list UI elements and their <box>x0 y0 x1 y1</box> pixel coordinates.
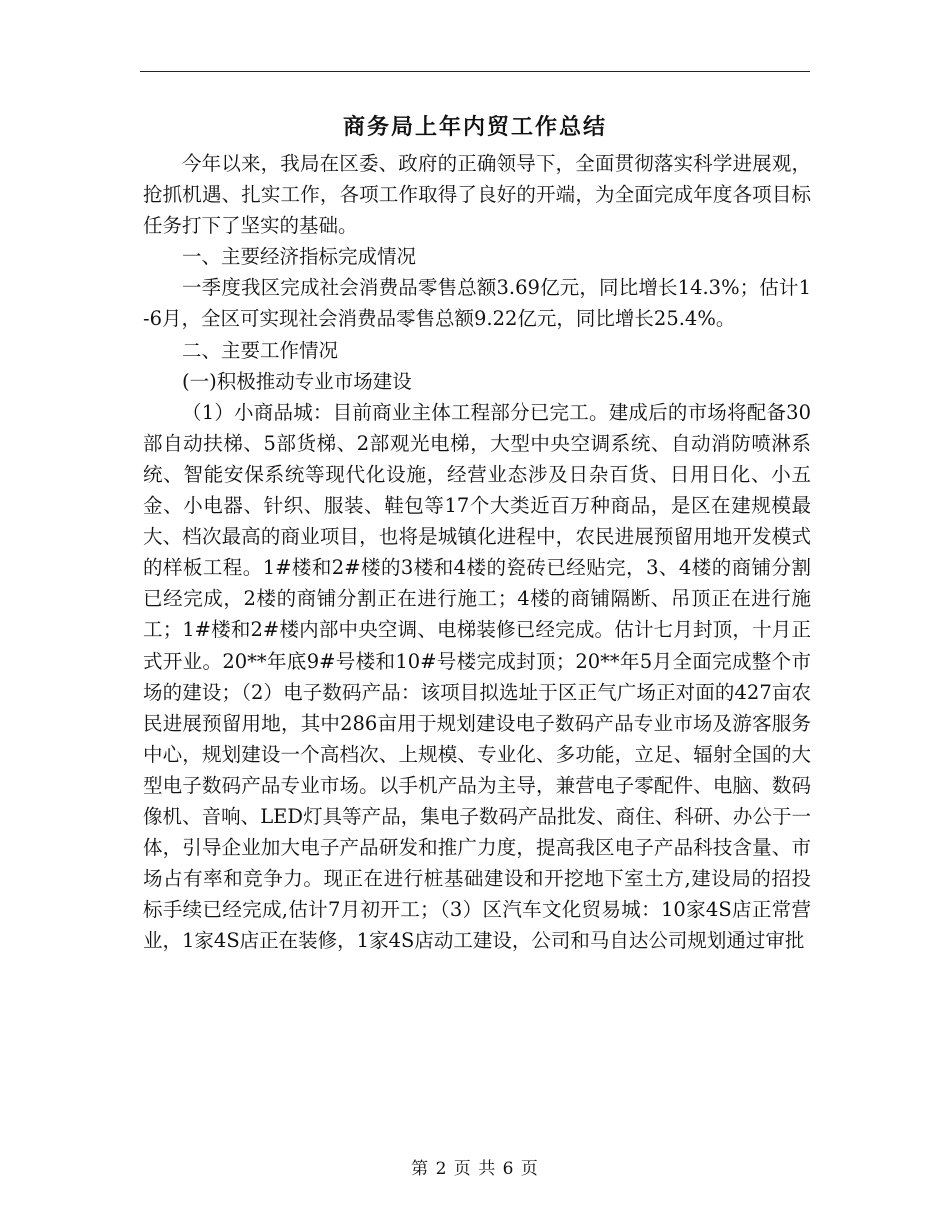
document-title: 商务局上年内贸工作总结 <box>342 114 607 140</box>
subsection-heading-markets: (一)积极推动专业市场建设 <box>182 369 412 393</box>
document-body <box>143 148 811 956</box>
header-rule <box>140 71 810 72</box>
paragraph-indicators: 一季度我区完成社会消费品零售总额3.69亿元，同比增长14.3%；估计1-6月，全区可实现社会消费品零售总额9.22亿元，同比增长25.4%。 <box>143 276 811 331</box>
page-number: 第 2 页 共 6 页 <box>411 1159 539 1179</box>
section-heading-indicators: 一、主要经济指标完成情况 <box>182 245 417 269</box>
paragraph-markets: （1）小商品城：目前商业主体工程部分已完工。建成后的市场将配备30部自动扶梯、5部货梯、2部观光电梯，大型中央空调系统、自动消防喷淋系统、智能安保系统等现代化设施，经营业态涉及日杂百货、日用日化、小五金、小电器、针织、服装、鞋包等17个大类近百万种商品，是区在建规模最大、档次最高的商业项目，也将是城镇化进程中，农民进展预留用地开发模式的样板工程。1#楼和2#楼的3楼和4楼的瓷砖已经贴完，3、4楼的商铺分割已经完成，2楼的商铺分割正在进行施工；4楼的商铺隔断、吊顶正在进行施工；1#楼和2#楼内部中央空调、电梯装修已经完成。估计七月封顶，十月正式开业。20**年底9#号楼和10#号楼完成封顶；20**年5月全面完成整个市场的建设；（2）电子数码产品：该项目拟选址于区正气广场正对面的427亩农民进展预留用地，其中286亩用于规划建设电子数码产品专业市场及游客服务中心，规划建设一个高档次、上规模、专业化、多功能，立足、辐射全国的大型电子数码产品专业市场。以手机产品为主导，兼营电子零配件、电脑、数码像机、音响、LED灯具等产品，集电子数码产品批发、商住、科研、办公于一体，引导企业加大电子产品研发和推广力度，提高我区电子产品科技含量、市场占有率和竞争力。现正在进行桩基础建设和开挖地下室土方,建设局的招投标手续已经完成,估计7月初开工；（3）区汽车文化贸易城：10家4S店正常营业，1家4S店正在装修，1家4S店动工建设，公司和马自达公司规划通过审批 <box>143 400 811 953</box>
paragraph-intro: 今年以来，我局在区委、政府的正确领导下，全面贯彻落实科学进展观，抢抓机遇、扎实工作，各项工作取得了良好的开端，为全面完成年度各项目标任务打下了坚实的基础。 <box>143 152 811 238</box>
section-heading-work: 二、主要工作情况 <box>182 338 339 362</box>
